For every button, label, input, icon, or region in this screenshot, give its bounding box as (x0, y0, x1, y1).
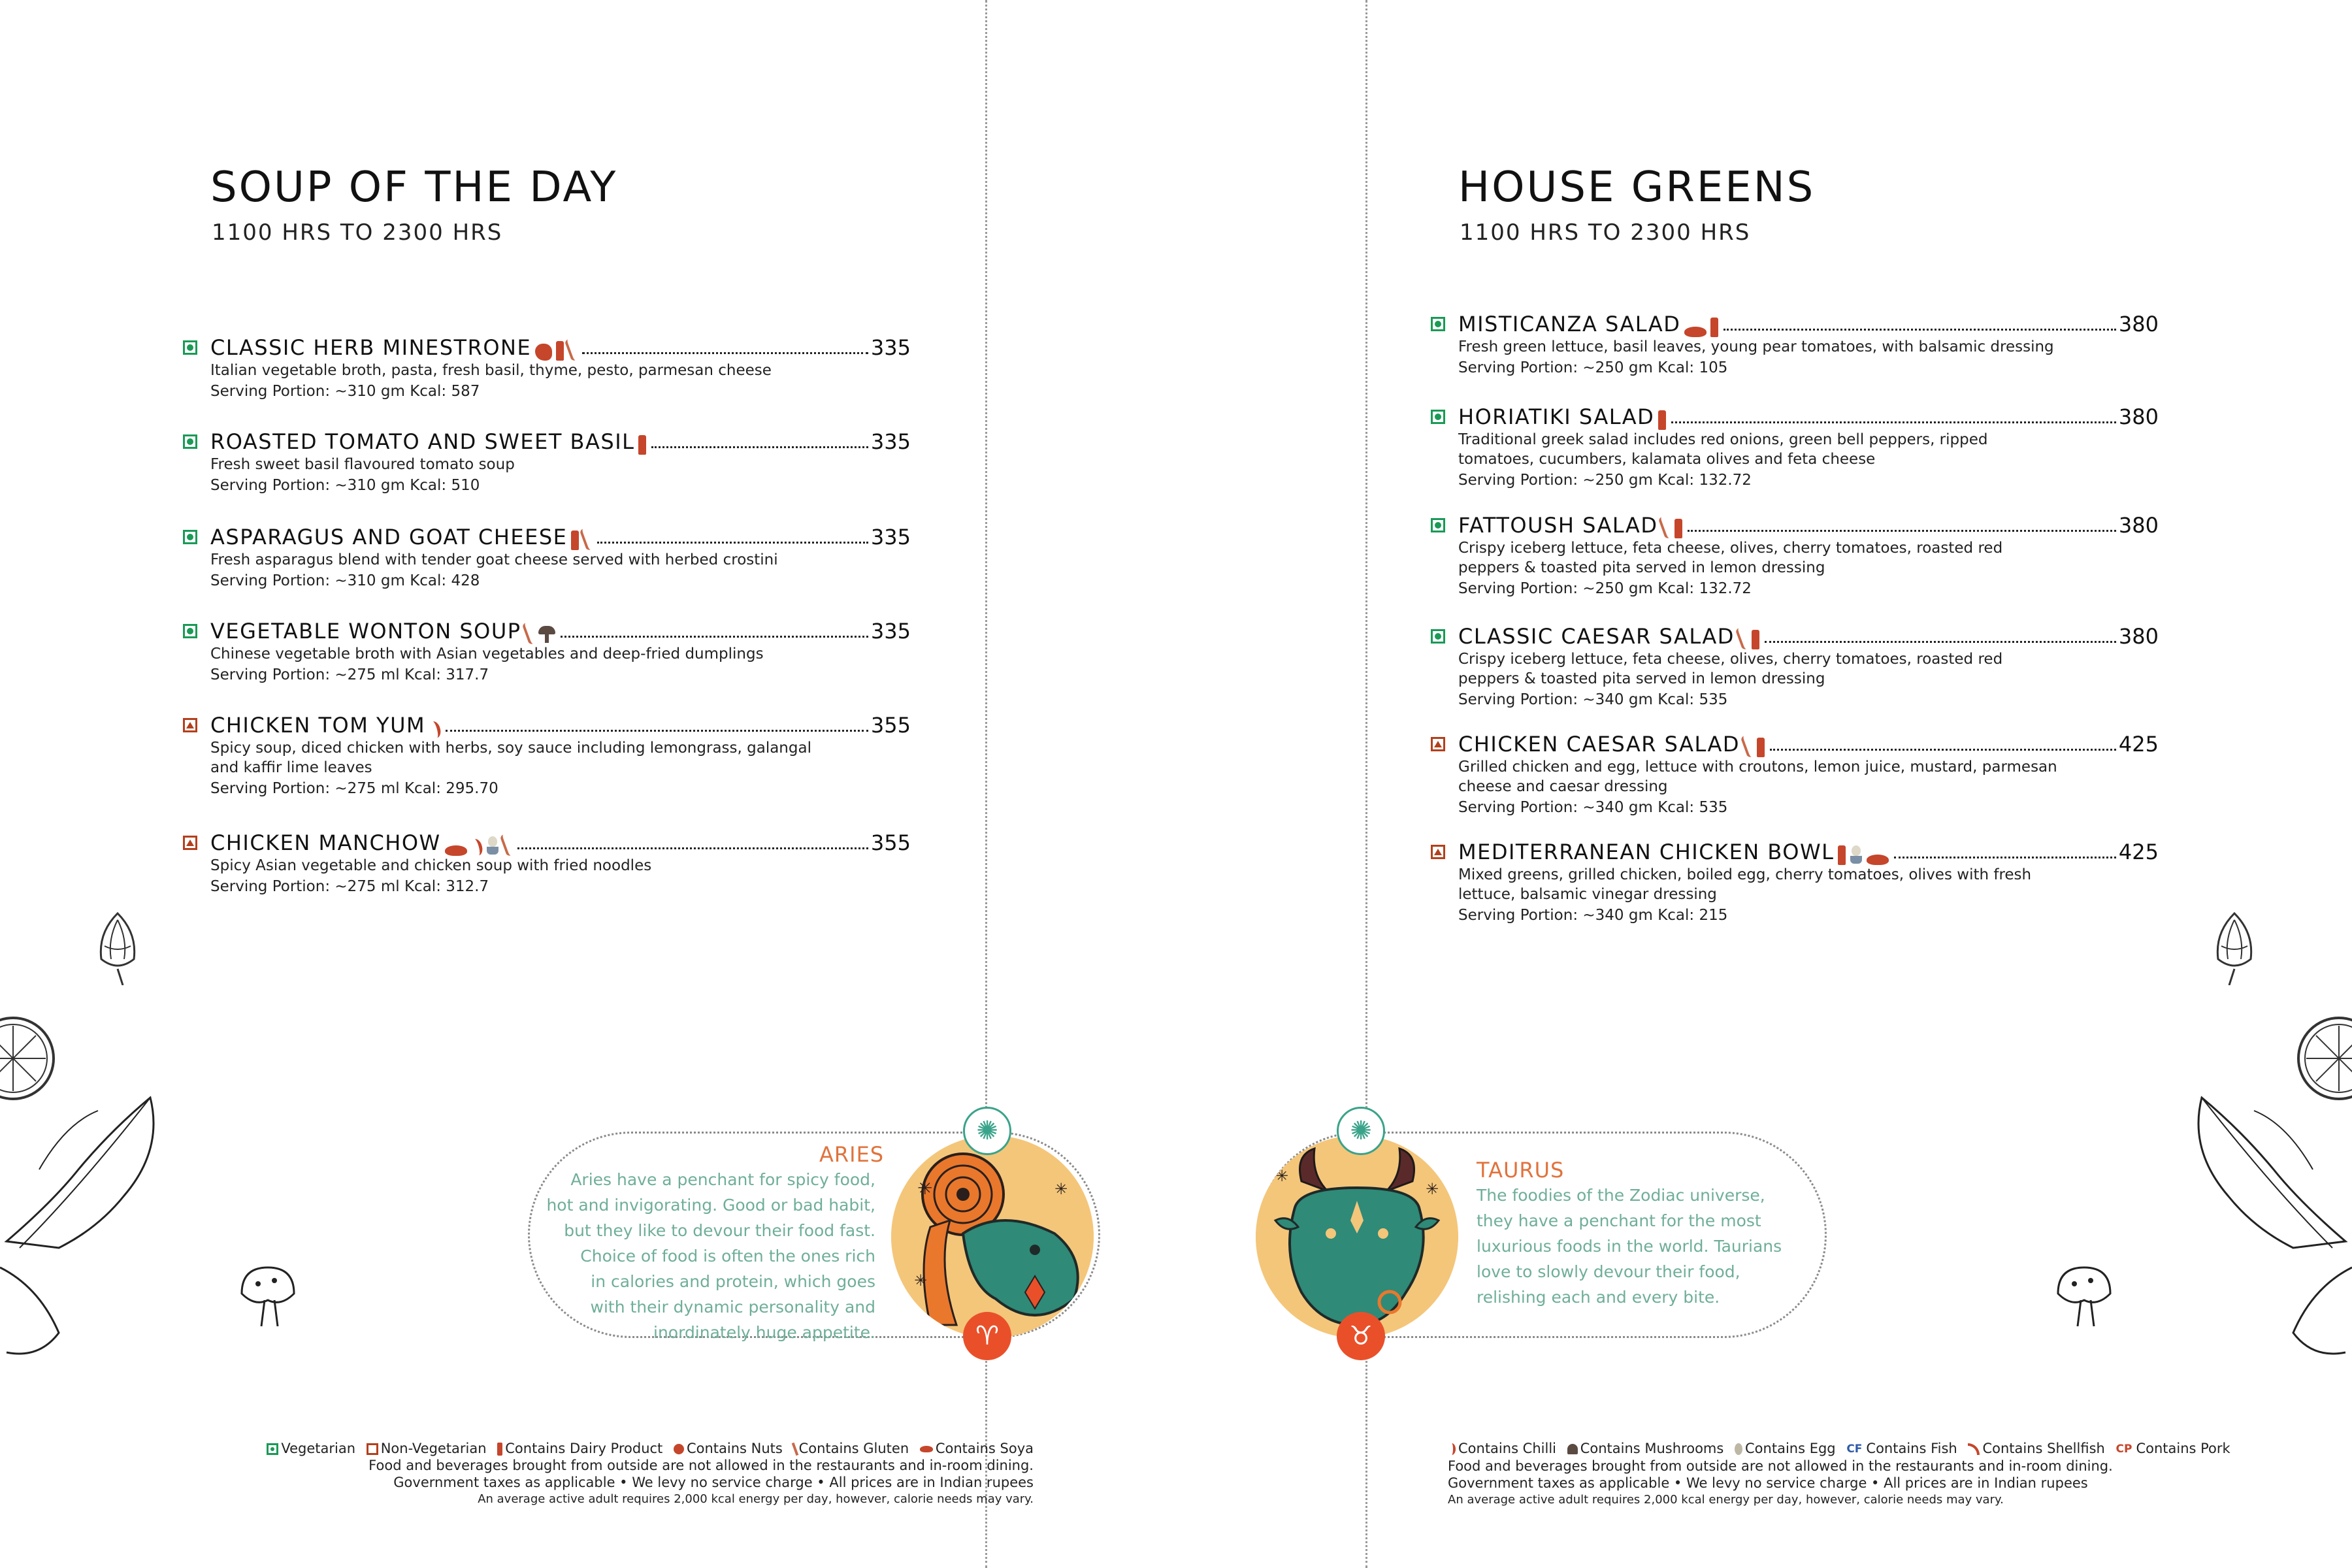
dairy-icon (497, 1443, 502, 1456)
zodiac-text-line: they have a penchant for the most (1477, 1211, 1761, 1230)
legend-note-taxes: Government taxes as applicable • We levy no service charge • All prices are in Indian rupees (393, 1475, 1034, 1490)
menu-item (210, 426, 911, 497)
zodiac-text-line: The foodies of the Zodiac universe, (1477, 1186, 1765, 1205)
nonveg-icon (183, 836, 197, 850)
menu-item-portion: Serving Portion: ~340 gm Kcal: 215 (1458, 907, 1728, 924)
svg-text:✳: ✳ (917, 1177, 933, 1199)
right-page (1176, 0, 2352, 1568)
dot-leader (597, 542, 868, 544)
menu-item-name: CLASSIC CAESAR SALAD (1458, 624, 1735, 649)
menu-item-description: lettuce, balsamic vinegar dressing (1458, 886, 1717, 903)
allergen-icons (1661, 512, 1682, 538)
menu-item-portion: Serving Portion: ~275 ml Kcal: 295.70 (210, 780, 498, 797)
section-title: SOUP OF THE DAY (210, 163, 618, 212)
menu-item-name: HORIATIKI SALAD (1458, 404, 1655, 429)
menu-item-name: CLASSIC HERB MINESTRONE (210, 335, 532, 360)
menu-item-portion: Serving Portion: ~310 gm Kcal: 587 (210, 383, 480, 400)
legend-shellfish: Contains Shellfish (1982, 1441, 2105, 1456)
menu-item (1458, 621, 2159, 711)
menu-item-name: ROASTED TOMATO AND SWEET BASIL (210, 429, 635, 454)
menu-item-price: 335 (870, 619, 911, 644)
menu-item (1458, 510, 2159, 600)
menu-list (210, 332, 911, 920)
legend-nonveg: Non-Vegetarian (380, 1441, 487, 1456)
menu-item-name: VEGETABLE WONTON SOUP (210, 619, 521, 644)
taurus-symbol-icon: ♉ (1337, 1312, 1385, 1360)
zodiac-text-line: but they like to devour their food fast. (564, 1221, 875, 1240)
dairy-icon (556, 341, 564, 361)
menu-item-portion: Serving Portion: ~250 gm Kcal: 105 (1458, 359, 1728, 376)
dot-leader (517, 847, 868, 849)
allergen-icons (1838, 839, 1889, 865)
menu-item-price: 335 (870, 335, 911, 360)
menu-item-description: Fresh asparagus blend with tender goat cheese served with herbed crostini (210, 551, 778, 568)
veg-icon (183, 434, 197, 449)
menu-item-description: Grilled chicken and egg, lettuce with croutons, lemon juice, mustard, parmesan (1458, 759, 2057, 776)
menu-item-name: ASPARAGUS AND GOAT CHEESE (210, 525, 568, 549)
menu-item-price: 355 (870, 713, 911, 738)
gluten-icon (791, 1443, 798, 1456)
chilli-icon (427, 720, 442, 740)
menu-item-portion: Serving Portion: ~250 gm Kcal: 132.72 (1458, 472, 1752, 489)
menu-item-description: Fresh sweet basil flavoured tomato soup (210, 456, 515, 473)
dairy-icon (1710, 318, 1718, 337)
menu-item-price: 380 (2118, 624, 2159, 649)
allergen-icons (638, 429, 646, 455)
menu-item-description: Fresh green lettuce, basil leaves, young pear tomatoes, with balsamic dressing (1458, 338, 2054, 355)
pork-icon: CP (2115, 1443, 2132, 1456)
soya-icon (1684, 327, 1707, 337)
aries-medallion (891, 1135, 1094, 1338)
allergen-icons (1744, 731, 1765, 757)
dairy-icon (1838, 845, 1846, 865)
dot-leader (1671, 421, 2116, 423)
menu-item-description: Crispy iceberg lettuce, feta cheese, olives, cherry tomatoes, roasted red (1458, 540, 2003, 557)
menu-item-header (210, 521, 911, 550)
menu-item-price: 355 (870, 830, 911, 855)
menu-item-description: peppers & toasted pita served in lemon dressing (1458, 670, 1825, 687)
menu-item-portion: Serving Portion: ~310 gm Kcal: 428 (210, 572, 480, 589)
dairy-icon (571, 531, 579, 550)
menu-item-description: Italian vegetable broth, pasta, fresh basil, thyme, pesto, parmesan cheese (210, 362, 772, 379)
allergen-icons (571, 524, 592, 550)
menu-item-description: Chinese vegetable broth with Asian vegetables and deep-fried dumplings (210, 645, 764, 662)
nuts-icon (535, 344, 552, 361)
menu-item-portion: Serving Portion: ~275 ml Kcal: 312.7 (210, 878, 489, 895)
menu-item-header (210, 426, 911, 455)
menu-item-price: 380 (2118, 312, 2159, 336)
dot-leader (582, 352, 868, 354)
legend-chilli: Contains Chilli (1458, 1441, 1556, 1456)
svg-text:✳: ✳ (1054, 1180, 1068, 1198)
mushroom-icon (538, 626, 555, 644)
legend-soya: Contains Soya (935, 1441, 1034, 1456)
menu-item-price: 425 (2118, 840, 2159, 864)
menu-item-description: Spicy soup, diced chicken with herbs, soy sauce including lemongrass, galangal (210, 740, 811, 757)
nonveg-icon (1431, 737, 1445, 751)
egg-icon (1735, 1443, 1742, 1455)
menu-item-description: Spicy Asian vegetable and chicken soup with fried noodles (210, 857, 652, 874)
menu-item-name: CHICKEN TOM YUM (210, 713, 426, 738)
chilli-icon (469, 838, 484, 857)
soya-icon (1867, 855, 1889, 865)
zodiac-text-line: inordinately huge appetite. (653, 1323, 875, 1342)
menu-item-portion: Serving Portion: ~340 gm Kcal: 535 (1458, 691, 1728, 708)
svg-text:✳: ✳ (1426, 1180, 1439, 1198)
allergen-icons (429, 712, 440, 738)
nonveg-icon (367, 1443, 378, 1455)
dot-leader (561, 636, 868, 638)
menu-item-portion: Serving Portion: ~340 gm Kcal: 535 (1458, 799, 1728, 816)
veg-icon (183, 340, 197, 355)
menu-item-price: 335 (870, 429, 911, 454)
zodiac-description (536, 1167, 875, 1345)
fish-icon: CF (1846, 1443, 1863, 1456)
zodiac-text-line: with their dynamic personality and (590, 1298, 875, 1316)
gluten-icon (521, 621, 538, 645)
menu-item-description: tomatoes, cucumbers, kalamata olives and feta cheese (1458, 451, 1876, 468)
zodiac-name: ARIES (819, 1142, 885, 1167)
nonveg-icon (183, 718, 197, 732)
allergen-icons (1684, 311, 1718, 337)
menu-item-description: Traditional greek salad includes red onions, green bell peppers, ripped (1458, 431, 1988, 448)
legend-dairy: Contains Dairy Product (505, 1441, 663, 1456)
aries-symbol-icon: ♈ (963, 1312, 1011, 1360)
dairy-icon (1674, 519, 1682, 538)
menu-item-header (1458, 401, 2159, 430)
taurus-medallion (1256, 1135, 1458, 1338)
mushroom-icon (1567, 1444, 1578, 1454)
menu-item-description: Crispy iceberg lettuce, feta cheese, olives, cherry tomatoes, roasted red (1458, 651, 2003, 668)
menu-item (210, 710, 911, 800)
legend-left (267, 1440, 1034, 1508)
dairy-icon (638, 435, 646, 455)
zodiac-text-line: luxurious foods in the world. Taurians (1477, 1237, 1782, 1256)
dot-leader (1894, 857, 2115, 858)
soya-icon (920, 1446, 933, 1452)
veg-icon (1431, 410, 1445, 424)
menu-item (1458, 308, 2159, 379)
menu-item-header (210, 827, 911, 856)
menu-item-name: FATTOUSH SALAD (1458, 513, 1658, 538)
leafy-vegetable-illustration (0, 1071, 170, 1359)
menu-item-header (210, 332, 911, 361)
legend-pork: Contains Pork (2136, 1441, 2230, 1456)
artichoke-illustration (2208, 907, 2261, 985)
dairy-icon (1757, 738, 1765, 757)
legend-veg: Vegetarian (281, 1441, 356, 1456)
veg-icon (1431, 518, 1445, 532)
legend-nuts: Contains Nuts (686, 1441, 783, 1456)
section-hours: 1100 HRS TO 2300 HRS (1460, 220, 1751, 246)
veg-icon (183, 530, 197, 544)
legend-gluten: Contains Gluten (798, 1441, 909, 1456)
zodiac-text-line: Aries have a penchant for spicy food, (570, 1170, 875, 1189)
legend-note-taxes: Government taxes as applicable • We levy no service charge • All prices are in Indian rupees (1448, 1475, 2088, 1491)
section-title: HOUSE GREENS (1458, 163, 1816, 212)
zodiac-text-line: Choice of food is often the ones rich (580, 1247, 875, 1266)
allergen-icons (1739, 623, 1759, 649)
dot-leader (1688, 530, 2115, 532)
zodiac-name: TAURUS (1477, 1158, 1565, 1183)
menu-item-price: 335 (870, 525, 911, 549)
menu-item-portion: Serving Portion: ~250 gm Kcal: 132.72 (1458, 580, 1752, 597)
svg-text:✳: ✳ (1275, 1167, 1289, 1185)
menu-item-description: and kaffir lime leaves (210, 759, 372, 776)
sun-badge-icon: ✺ (963, 1107, 1011, 1155)
zodiac-text-line: in calories and protein, which goes (591, 1272, 875, 1291)
menu-list (1458, 308, 2159, 949)
menu-item-header (1458, 621, 2159, 649)
menu-item-portion: Serving Portion: ~275 ml Kcal: 317.7 (210, 666, 489, 683)
menu-item-price: 425 (2118, 732, 2159, 757)
legend-mushroom: Contains Mushrooms (1580, 1441, 1724, 1456)
menu-item (210, 521, 911, 592)
legend-note-outside-food: Food and beverages brought from outside are not allowed in the restaurants and in-room dining. (1448, 1458, 2113, 1474)
menu-item-portion: Serving Portion: ~310 gm Kcal: 510 (210, 477, 480, 494)
menu-item (210, 332, 911, 402)
gluten-icon (564, 338, 581, 362)
menu-item-name: CHICKEN MANCHOW (210, 830, 441, 855)
chilli-icon (1448, 1443, 1456, 1455)
mushroom-cluster-illustration (2045, 1254, 2123, 1333)
gluten-icon (1740, 734, 1757, 759)
veg-icon (267, 1443, 278, 1455)
nuts-icon (674, 1444, 684, 1454)
allergen-icons (535, 335, 577, 361)
veg-icon (1431, 629, 1445, 644)
legend-right (1448, 1440, 2230, 1509)
menu-item-name: MISTICANZA SALAD (1458, 312, 1681, 336)
legend-note-outside-food: Food and beverages brought from outside are not allowed in the restaurants and in-room dining. (368, 1458, 1034, 1473)
menu-item (1458, 728, 2159, 819)
legend-note-kcal: An average active adult requires 2,000 kcal energy per day, however, calorie needs may vary. (478, 1492, 1034, 1506)
menu-item (210, 827, 911, 898)
menu-item-description: Mixed greens, grilled chicken, boiled egg, cherry tomatoes, olives with fresh (1458, 866, 2032, 883)
menu-item-name: MEDITERRANEAN CHICKEN BOWL (1458, 840, 1835, 864)
ram-illustration (891, 1135, 1094, 1338)
dairy-icon (1658, 410, 1666, 430)
soya-icon (445, 845, 467, 856)
gluten-icon (499, 833, 515, 857)
allergen-icons (1658, 404, 1666, 430)
menu-item-header (1458, 836, 2159, 865)
legend-fish: Contains Fish (1866, 1441, 1957, 1456)
menu-item (1458, 836, 2159, 926)
mushroom-cluster-illustration (229, 1254, 307, 1333)
svg-text:✳: ✳ (914, 1271, 928, 1290)
nonveg-icon (1431, 845, 1445, 859)
menu-item (1458, 401, 2159, 491)
dot-leader (1765, 641, 2116, 643)
allergen-icons (525, 618, 555, 644)
menu-item (210, 615, 911, 686)
menu-item-header (1458, 728, 2159, 757)
veg-icon (1431, 317, 1445, 331)
menu-item-description: peppers & toasted pita served in lemon dressing (1458, 559, 1825, 576)
dot-leader (651, 446, 868, 448)
menu-item-header (210, 710, 911, 738)
gluten-icon (1658, 515, 1674, 540)
section-hours: 1100 HRS TO 2300 HRS (212, 220, 503, 246)
gluten-icon (1735, 627, 1752, 651)
dot-leader (1770, 749, 2116, 751)
legend-note-kcal: An average active adult requires 2,000 kcal energy per day, however, calorie needs may vary. (1448, 1493, 2004, 1507)
bull-illustration (1256, 1135, 1458, 1338)
zodiac-text-line: relishing each and every bite. (1477, 1288, 1720, 1307)
shellfish-icon (1968, 1443, 1980, 1455)
menu-item-description: cheese and caesar dressing (1458, 778, 1668, 795)
zodiac-text-line: hot and invigorating. Good or bad habit, (546, 1196, 875, 1215)
menu-item-header (210, 615, 911, 644)
gluten-icon (580, 527, 596, 551)
menu-item-header (1458, 510, 2159, 538)
sun-badge-icon: ✺ (1337, 1107, 1385, 1155)
menu-item-name: CHICKEN CAESAR SALAD (1458, 732, 1740, 757)
allergen-icons (445, 830, 512, 856)
egg-icon (1850, 845, 1863, 865)
egg-icon (486, 836, 499, 856)
menu-item-header (1458, 308, 2159, 337)
leafy-vegetable-illustration (2182, 1071, 2352, 1359)
dot-leader (446, 730, 868, 732)
dot-leader (1723, 329, 2116, 331)
zodiac-text-line: love to slowly devour their food, (1477, 1262, 1740, 1281)
menu-item-price: 380 (2118, 513, 2159, 538)
legend-egg: Contains Egg (1745, 1441, 1836, 1456)
veg-icon (183, 624, 197, 638)
menu-item-price: 380 (2118, 404, 2159, 429)
dairy-icon (1752, 630, 1759, 649)
zodiac-description (1477, 1183, 1816, 1310)
artichoke-illustration (91, 907, 144, 985)
